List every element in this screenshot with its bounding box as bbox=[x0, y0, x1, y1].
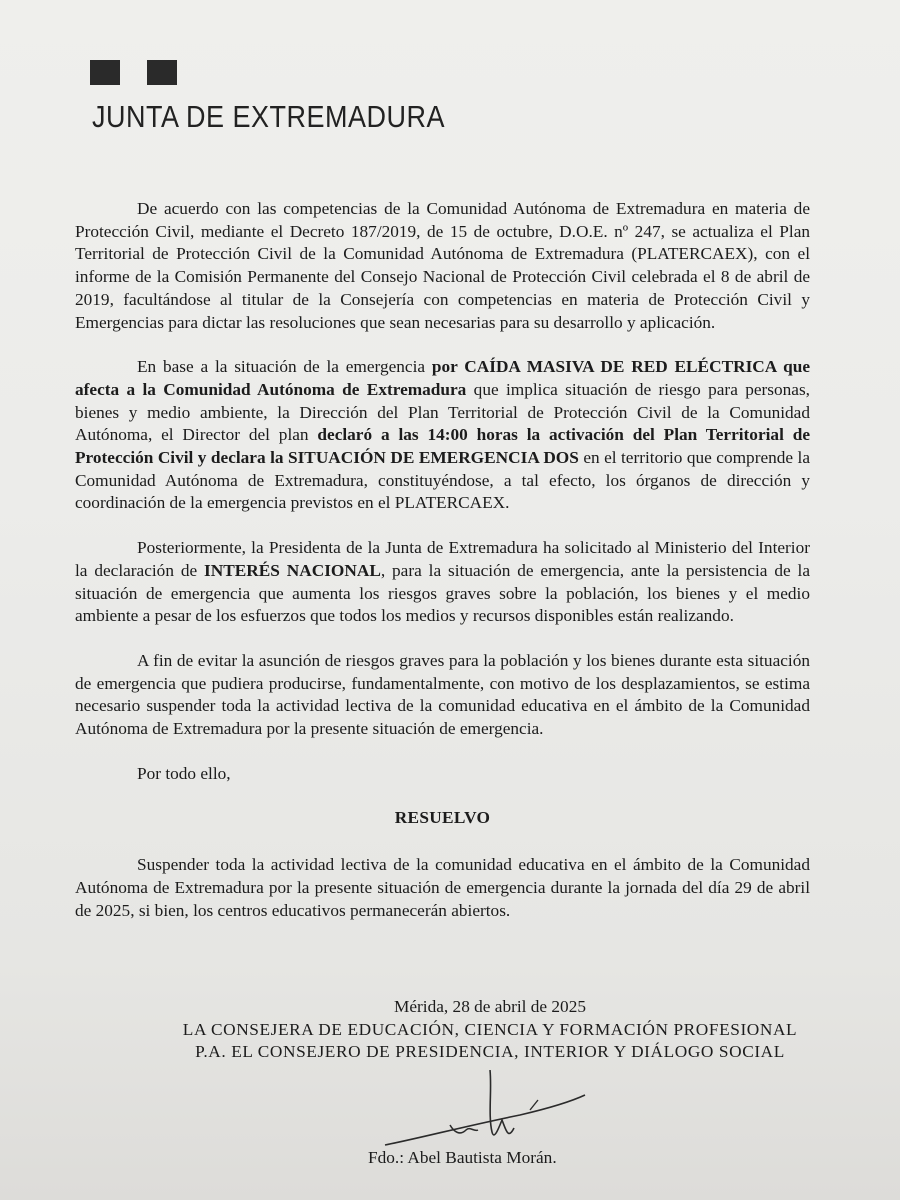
paragraph-emergencia: En base a la situación de la emergencia por CAÍDA MASIVA DE RED ELÉCTRICA que afecta a la Comunidad Autónoma de Extremadura que implica situación de riesgo para personas, bienes y medio ambiente, la Dirección del Plan Territorial de Protección Civil de la Comunidad Autónoma, el Director del plan declaró a las 14:00 horas la activación del Plan Territorial de Protección Civil y declara la SITUACIÓN DE EMERGENCIA DOS en el territorio que comprende la Comunidad Autónoma de Extremadura, constituyéndose, a tal efecto, los órganos de dirección y coordinación de la emergencia previstos en el PLATERCAEX. bbox=[75, 357, 810, 513]
signer-name: Fdo.: Abel Bautista Morán. bbox=[368, 1148, 557, 1167]
paragraph-por-todo: Por todo ello, bbox=[137, 763, 231, 783]
signer-role-2: P.A. EL CONSEJERO DE PRESIDENCIA, INTERIOR Y DIÁLOGO SOCIAL bbox=[195, 1042, 785, 1061]
logo-squares-icon bbox=[90, 60, 190, 86]
org-name: JUNTA DE EXTREMADURA bbox=[92, 100, 446, 134]
place-date: Mérida, 28 de abril de 2025 bbox=[394, 997, 586, 1016]
paragraph-interes-nacional: Posteriormente, la Presidenta de la Junta de Extremadura ha solicitado al Ministerio del Interior la declaración de INTERÉS NACIONAL, para la situación de emergencia, ante la persistencia de la situación de emergencia que aumenta los riesgos graves sobre la población, los bienes y el medio ambiente a pesar de los esfuerzos que todos los medios y recursos disponibles están realizando. bbox=[75, 538, 810, 626]
paragraph-riesgos: A fin de evitar la asunción de riesgos graves para la población y los bienes durante esta situación de emergencia que pudiera producirse, fundamentalmente, con motivo de los desplazamientos, se estima necesario suspender toda la actividad lectiva de la comunidad educativa en el ámbito de la Comunidad Autónoma de Extremadura por la presente situación de emergencia. bbox=[75, 650, 810, 739]
signature-block bbox=[160, 996, 820, 1064]
document-body bbox=[75, 198, 810, 944]
signer-role-1: LA CONSEJERA DE EDUCACIÓN, CIENCIA Y FORMACIÓN PROFESIONAL bbox=[182, 1019, 798, 1039]
paragraph-resolucion: Suspender toda la actividad lectiva de la comunidad educativa en el ámbito de la Comunidad Autónoma de Extremadura por la presente situación de emergencia durante la jornada del día 29 de abril de 2025, si bien, los centros educativos permanecerán abiertos. bbox=[75, 855, 810, 920]
resuelvo-heading: RESUELVO bbox=[394, 808, 491, 828]
paragraph-competencias: De acuerdo con las competencias de la Comunidad Autónoma de Extremadura en materia de Protección Civil, mediante el Decreto 187/2019, de 15 de octubre, D.O.E. nº 247, se actualiza el Plan Territorial de Protección Civil de la Comunidad Autónoma de Extremadura (PLATERCAEX), con el informe de la Comisión Permanente del Consejo Nacional de Protección Civil celebrada el 8 de abril de 2019, facultándose al titular de la Consejería con competencias en materia de Protección Civil y Emergencias para dictar las resoluciones que sean necesarias para su desarrollo y aplicación. bbox=[75, 199, 810, 332]
